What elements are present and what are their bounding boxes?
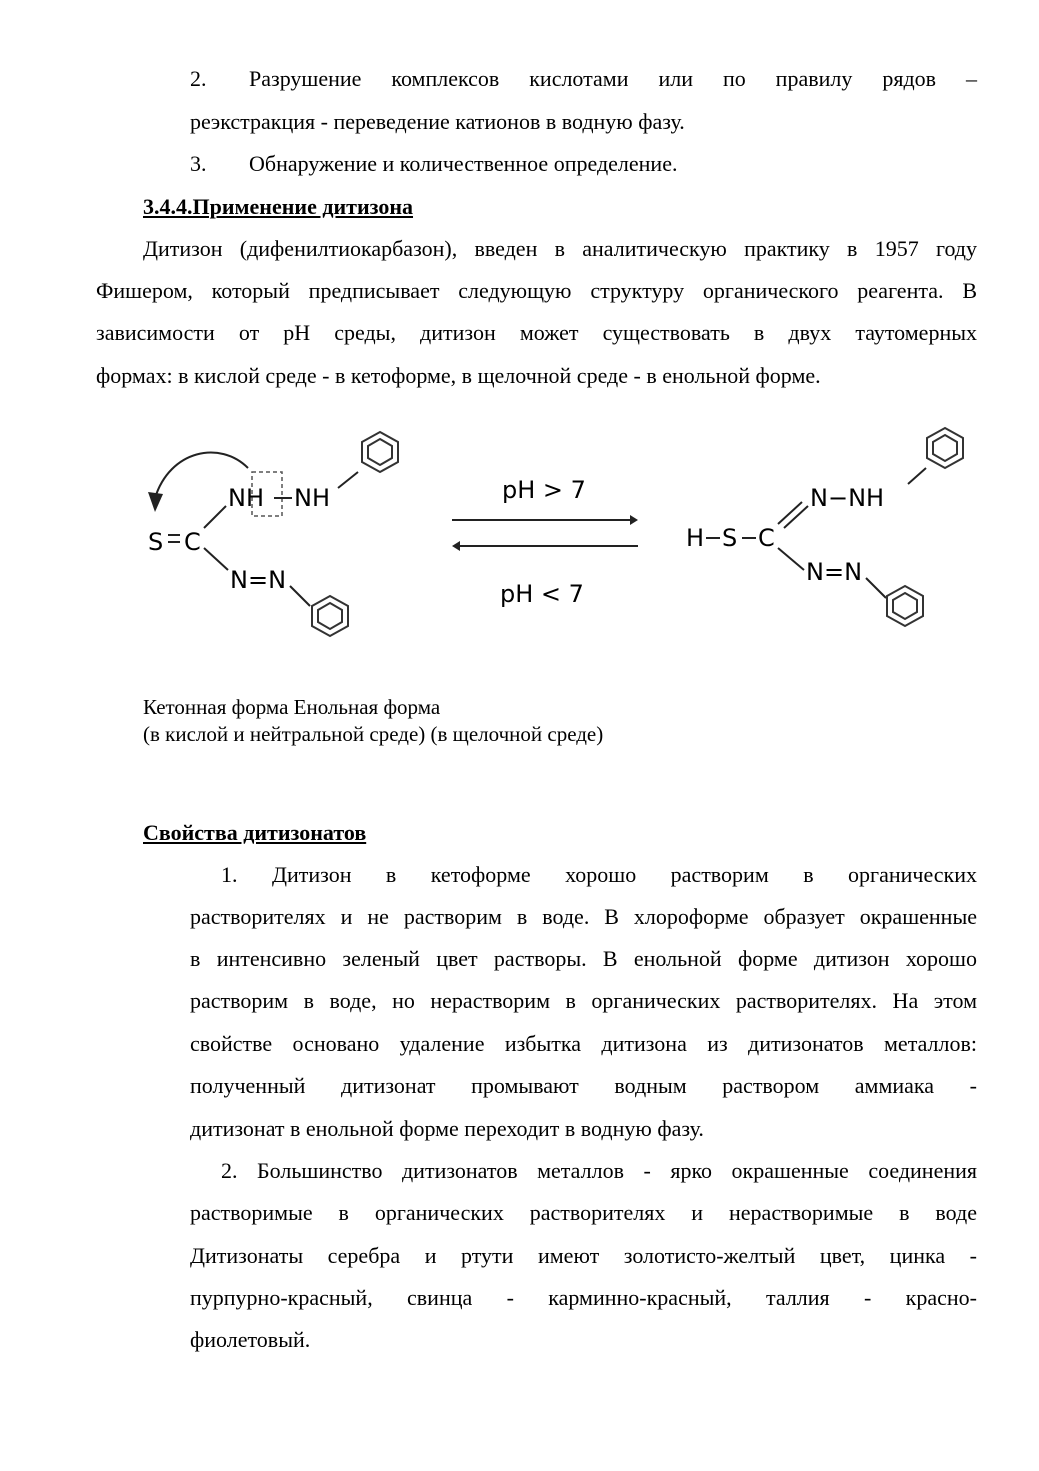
arrow-label-bottom: pH < 7 — [500, 580, 584, 608]
paragraph-line: Фишером, который предписывает следующую структуру органического реагента. В — [96, 278, 977, 303]
nh-group: NH — [294, 484, 330, 512]
keto-form — [148, 432, 398, 636]
section-heading: Свойства дитизонатов — [143, 820, 367, 845]
paragraph-line: зависимости от pH среды, дитизон может существовать в двух таутомерных — [96, 320, 977, 345]
paragraph-line: полученный дитизонат промывают водным раствором аммиака - — [190, 1073, 977, 1098]
paragraph-line: растворимые в органических растворителях и нерастворимые в воде — [190, 1200, 977, 1225]
arrowhead-icon — [148, 492, 163, 512]
paragraph-line: Дитизонаты серебра и ртути имеют золотисто-желтый цвет, цинка - — [190, 1243, 977, 1268]
paragraph-line: в интенсивно зеленый цвет растворы. В енольной форме дитизон хорошо — [190, 946, 977, 971]
list-item-number: 3. — [190, 151, 207, 176]
scheme-caption: (в кислой и нейтральной среде) (в щелочной среде) — [143, 722, 604, 746]
list-item-text: Обнаружение и количественное определение. — [249, 151, 678, 176]
paragraph-line: дитизонат в енольной форме переходит в водную фазу. — [190, 1116, 704, 1141]
azo-group: N=N — [230, 566, 287, 594]
nh-group: NH — [228, 484, 264, 512]
list-item-number: 2. — [190, 66, 207, 91]
paragraph-line: 1. Дитизон в кетоформе хорошо растворим в органических — [221, 862, 977, 887]
reverse-arrow-icon — [452, 541, 460, 551]
list-item-text: Разрушение комплексов кислотами или по правилу рядов – — [249, 66, 977, 91]
n-nh-group: N−NH — [810, 484, 885, 512]
paragraph-line: свойстве основано удаление избытка дитизона из дитизонатов металлов: — [190, 1031, 977, 1056]
arrow-label-top: pH > 7 — [502, 476, 586, 504]
paragraph-line: формах: в кислой среде - в кетоформе, в щелочной среде - в енольной форме. — [96, 363, 821, 388]
azo-group: N=N — [806, 558, 863, 586]
sulfur-atom: S — [148, 528, 164, 556]
paragraph-line: растворителях и не растворим в воде. В хлороформе образует окрашенные — [190, 904, 977, 929]
enol-form — [686, 428, 963, 626]
paragraph-line: фиолетовый. — [190, 1327, 311, 1352]
paragraph-line: растворим в воде, но нерастворим в органических растворителях. На этом — [190, 988, 977, 1013]
carbon-atom: C — [758, 524, 775, 552]
sulfur-atom: S — [722, 524, 738, 552]
paragraph-line: пурпурно-красный, свинца - карминно-красный, таллия - красно- — [190, 1285, 977, 1310]
list-item-text: реэкстракция - переведение катионов в водную фазу. — [190, 109, 685, 134]
tautomer-scheme — [130, 420, 980, 670]
section-heading: 3.4.4.Применение дитизона — [143, 194, 414, 219]
paragraph-line: 2. Большинство дитизонатов металлов - ярко окрашенные соединения — [221, 1158, 977, 1183]
forward-arrow-icon — [630, 515, 638, 525]
paragraph-line: Дитизон (дифенилтиокарбазон), введен в аналитическую практику в 1957 году — [143, 236, 977, 261]
hydrogen-atom: H — [686, 524, 705, 552]
carbon-atom: C — [184, 528, 201, 556]
scheme-caption: Кетонная форма Енольная форма — [143, 695, 441, 719]
equilibrium-arrows — [452, 476, 638, 608]
